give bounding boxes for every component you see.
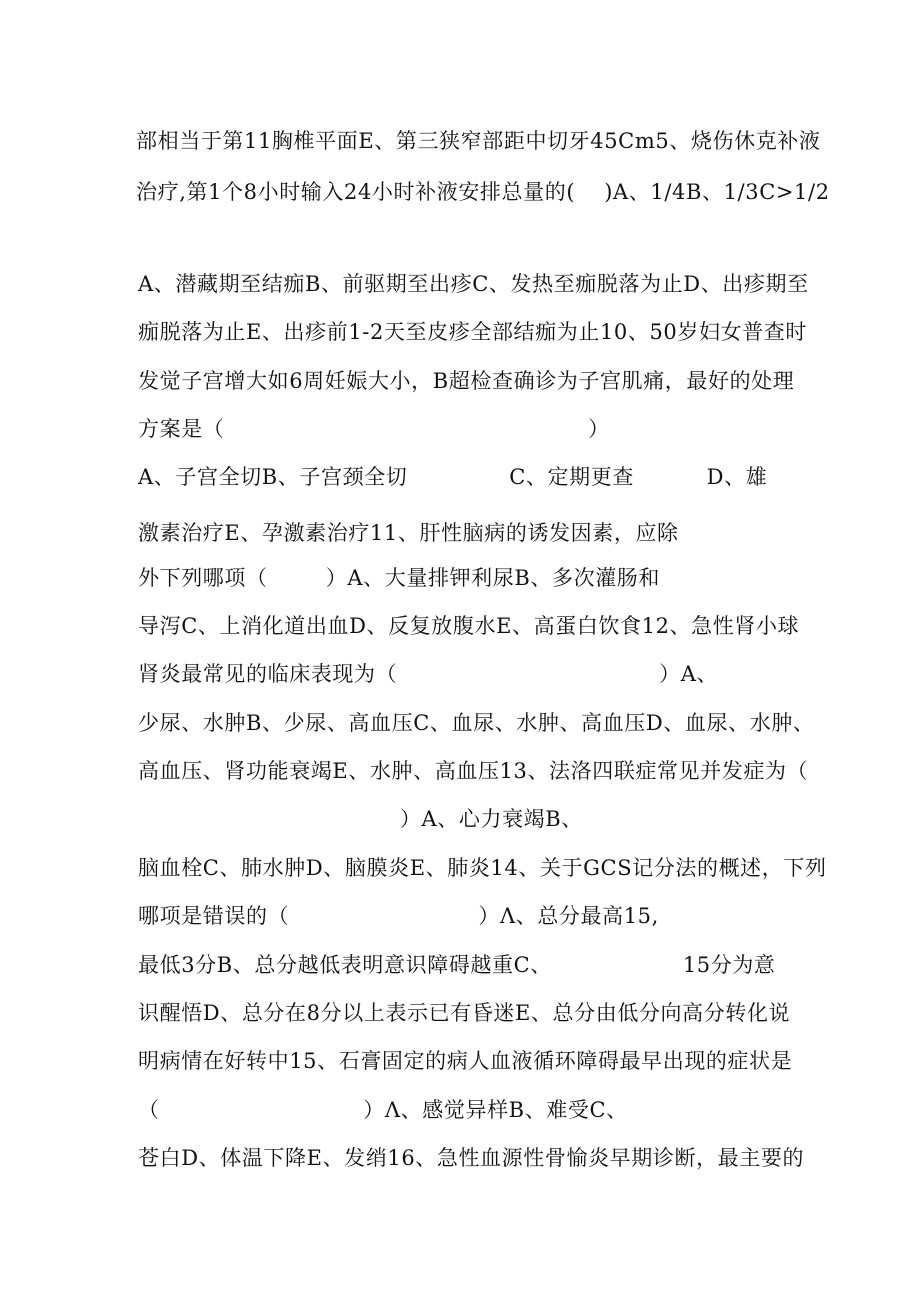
text-line-19: 明病情在好转中15、石膏固定的病人血液循环障碍最早出现的症状是 <box>138 1049 793 1073</box>
text-line-14: ）A、心力衰竭B、 <box>138 807 583 831</box>
text-line-7: A、子宫全切B、子宫颈全切 C、定期更查 D、雄 <box>138 465 768 489</box>
text-line-4: 痂脱落为止E、出疹前1-2天至皮疹全部结痂为止10、50岁妇女普查时 <box>138 320 807 344</box>
text-line-9: 外下列哪项（ ）A、大量排钾利尿B、多次灌肠和 <box>138 566 660 590</box>
text-line-17: 最低3分B、总分越低表明意识障碍越重C、 15分为意 <box>138 953 776 977</box>
text-line-20: （ ）Λ、感觉异样B、难受C、 <box>138 1098 628 1122</box>
text-line-8: 激素治疗E、孕激素治疗11、肝性脑病的诱发因素，应除 <box>138 521 679 545</box>
text-line-2: 治疗,第1个8小时输入24小时补液安排总量的( )A、1/4B、1/3C>1/2 <box>136 180 830 204</box>
text-line-16: 哪项是错误的（ ）Λ、总分最高15, <box>138 904 659 928</box>
text-line-18: 识醒悟D、总分在8分以上表示已有昏迷E、总分由低分向高分转化说 <box>138 1001 791 1025</box>
text-line-5: 发觉子宫增大如6周妊娠大小，B超检查确诊为子宫肌痛，最好的处理 <box>138 369 795 393</box>
text-line-21: 苍白D、体温下降E、发绡16、急性血源性骨愉炎早期诊断，最主要的 <box>138 1146 805 1170</box>
text-line-15: 脑血栓C、肺水肿D、脑膜炎E、肺炎14、关于GCS记分法的概述，下列 <box>138 856 827 880</box>
text-line-12: 少尿、水肿B、少尿、高血压C、血尿、水肿、高血压D、血尿、水肿、 <box>138 711 815 735</box>
text-line-3: A、潜藏期至结痂B、前驱期至出疹C、发热至痂脱落为止D、出疹期至 <box>138 272 809 296</box>
text-line-6: 方案是（ ） <box>138 417 610 441</box>
text-line-11: 肾炎最常见的临床表现为（ ）A、 <box>138 662 719 686</box>
text-line-10: 导泻C、上消化道出血D、反复放腹水E、高蛋白饮食12、急性肾小球 <box>138 614 800 638</box>
text-line-1: 部相当于第11胸椎平面E、第三狭窄部距中切牙45Cm5、烧伤休克补液 <box>136 129 821 153</box>
text-line-13: 高血压、肾功能衰竭E、水肿、高血压13、法洛四联症常见并发症为（ <box>138 759 809 783</box>
